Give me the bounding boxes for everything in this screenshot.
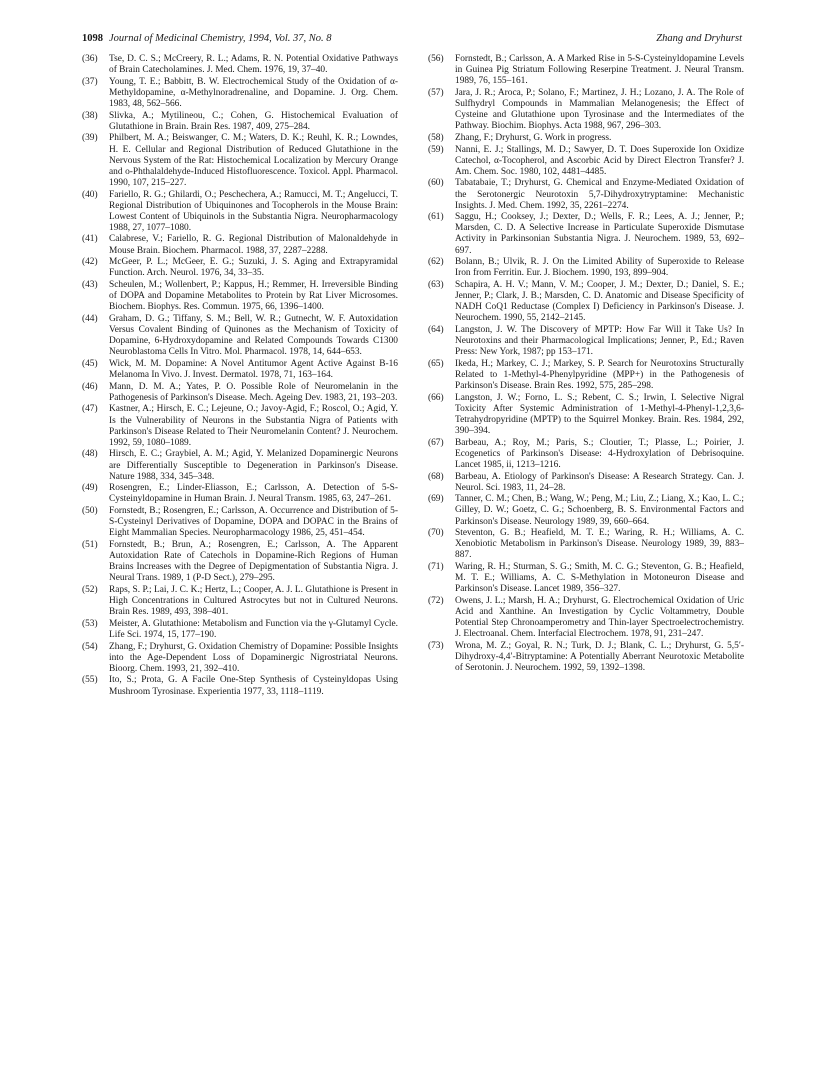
reference-item: [428, 212, 744, 256]
reference-text: McGeer, P. L.; McGeer, E. G.; Suzuki, J. S. Aging and Extrapyramidal Function. Arch. Neurol. 1976, 34, 33–35.: [109, 257, 398, 279]
reference-number: (54): [82, 641, 98, 652]
reference-number: (38): [82, 110, 98, 121]
reference-text: Scheulen, M.; Wollenbert, P.; Kappus, H.; Remmer, H. Irreversible Binding of DOPA and Dopamine Metabolites to Protein by Rat Liver Microsomes. Biochem. Biophys. Res. Commun. 1975, 66, 1396–1400.: [109, 280, 398, 313]
reference-item: [428, 133, 744, 144]
reference-text: Meister, A. Glutathione: Metabolism and Function via the γ-Glutamyl Cycle. Life Sci. 1974, 15, 177–190.: [109, 618, 398, 640]
reference-item: [428, 257, 744, 279]
reference-number: (50): [82, 506, 98, 517]
reference-number: (66): [428, 392, 444, 403]
reference-item: [428, 178, 744, 211]
reference-number: (42): [82, 257, 98, 268]
reference-number: (72): [428, 596, 444, 606]
reference-text: Mann, D. M. A.; Yates, P. O. Possible Role of Neuromelanin in the Pathogenesis of Parkinson's Disease. Mech. Ageing Dev. 1983, 21, 193–203.: [109, 381, 398, 403]
reference-number: (52): [82, 584, 98, 595]
reference-text: Zhang, F.; Dryhurst, G. Work in progress.: [455, 132, 612, 143]
reference-item: [82, 619, 398, 641]
reference-text: Kastner, A.; Hirsch, E. C.; Lejeune, O.; Javoy-Agid, F.; Roscol, O.; Agid, Y. Is the Vulnerability of Neurons in the Substantia Nigra of Patients with Parkinson's Disease Related to Their Neuromelanin Content? J. Neurochem. 1992, 59, 1080–1089.: [109, 404, 398, 448]
reference-item: [82, 483, 398, 505]
reference-number: (47): [82, 404, 98, 415]
reference-number: (49): [82, 483, 98, 494]
running-head-left: [82, 30, 332, 48]
reference-number: (48): [82, 449, 98, 460]
reference-item: [428, 528, 744, 561]
reference-item: [428, 641, 744, 674]
reference-number: (56): [428, 54, 444, 64]
reference-item: [82, 314, 398, 358]
reference-item: [82, 234, 398, 256]
reference-item: [82, 359, 398, 381]
reference-text: Slivka, A.; Mytilineou, C.; Cohen, G. Histochemical Evaluation of Glutathione in Brain. Brain Res. 1987, 409, 275–284.: [109, 110, 398, 132]
reference-item: [428, 359, 744, 392]
reference-text: Ito, S.; Prota, G. A Facile One-Step Synthesis of Cysteinyldopas Using Mushroom Tyrosinase. Experientia 1977, 33, 1118–1119.: [109, 675, 398, 697]
reference-item: [82, 506, 398, 539]
reference-number: (40): [82, 189, 98, 200]
reference-text: Tanner, C. M.; Chen, B.; Wang, W.; Peng, M.; Liu, Z.; Liang, X.; Kao, L. C.; Gilley, D. W.; Goetz, C. G.; Schoenberg, B. S. Environmental Factors and Parkinson's Disease. Neurology 1989, 39, 660–664.: [455, 494, 744, 527]
reference-text: Tse, D. C. S.; McCreery, R. L.; Adams, R. N. Potential Oxidative Pathways of Brain Catecholamines. J. Med. Chem. 1976, 19, 37–40.: [109, 54, 398, 76]
reference-item: [82, 675, 398, 697]
reference-number: (53): [82, 618, 98, 629]
reference-text: Rosengren, E.; Linder-Eliasson, E.; Carlsson, A. Detection of 5-S-Cysteinyldopamine in Human Brain. J. Neural Transm. 1985, 63, 247–261.: [109, 483, 398, 505]
reference-text: Saggu, H.; Cooksey, J.; Dexter, D.; Wells, F. R.; Lees, A. J.; Jenner, P.; Marsden, C. D. A Selective Increase in Particulate Superoxide Dismutase Activity in Parkinsonian Substantia Nigra. J. Neurochem. 1989, 53, 692–697.: [455, 212, 744, 256]
reference-text: Ikeda, H.; Markey, C. J.; Markey, S. P. Search for Neurotoxins Structurally Related to 1-Methyl-4-Phenylpyridine (MPP+) in the Pathogenesis of Parkinson's Disease. Brain Res. 1992, 575, 285–298.: [455, 358, 744, 392]
reference-number: (68): [428, 471, 444, 482]
reference-text: Graham, D. G.; Tiffany, S. M.; Bell, W. R.; Gutnecht, W. F. Autoxidation Versus Covalent Binding of Quinones as the Mechanism of Toxicity of Dopamine, 6-Hydroxydopamine and Related Compounds Towards C1300 Neuroblastoma Cells In Vitro. Mol. Pharmacol. 1978, 14, 644–653.: [109, 313, 398, 358]
reference-item: [82, 404, 398, 448]
reference-text: Barbeau, A. Etiology of Parkinson's Disease: A Research Strategy. Can. J. Neurol. Sci. 1983, 11, 24–28.: [455, 471, 744, 493]
reference-text: Steventon, G. B.; Heafield, M. T. E.; Waring, R. H.; Williams, A. C. Xenobiotic Metabolism in Parkinson's Disease. Neurology 1989, 39, 883–887.: [455, 528, 744, 561]
page-number: 1098: [82, 33, 103, 44]
reference-item: [82, 585, 398, 618]
reference-number: (36): [82, 54, 98, 64]
reference-number: (69): [428, 494, 444, 505]
reference-item: [82, 540, 398, 584]
reference-item: [428, 88, 744, 132]
reference-item: [82, 449, 398, 482]
reference-item: [428, 562, 744, 595]
reference-text: Hirsch, E. C.; Graybiel, A. M.; Agid, Y. Melanized Dopaminergic Neurons are Differentially Susceptible to Degeneration in Parkinson's Disease. Nature 1988, 334, 345–348.: [109, 449, 398, 482]
running-head-authors: Zhang and Dryhurst: [656, 33, 742, 44]
reference-number: (58): [428, 132, 444, 143]
reference-list-right-column: [428, 54, 744, 675]
reference-number: (63): [428, 280, 444, 291]
reference-item: [428, 438, 744, 471]
reference-number: (71): [428, 562, 444, 573]
reference-text: Jara, J. R.; Aroca, P.; Solano, F.; Martinez, J. H.; Lozano, J. A. The Role of Sulfhydryl Compounds in Mammalian Melanogenesis; the Effect of Cysteine and Glutathione upon Tyrosinase and the Intermediates of the Pathway. Biochim. Biophys. Acta 1988, 967, 296–303.: [455, 87, 744, 132]
journal-citation: Journal of Medicinal Chemistry, 1994, Vol. 37, No. 8: [109, 33, 332, 44]
reference-list-left-column: [82, 54, 398, 698]
reference-number: (46): [82, 381, 98, 392]
reference-number: (62): [428, 257, 444, 268]
reference-number: (67): [428, 437, 444, 448]
reference-number: (43): [82, 280, 98, 291]
reference-text: Young, T. E.; Babbitt, B. W. Electrochemical Study of the Oxidation of α-Methyldopamine, α-Methylnoradrenaline, and Dopamine. J. Org. Chem. 1983, 48, 562–566.: [109, 76, 398, 109]
reference-item: [428, 280, 744, 324]
reference-text: Waring, R. H.; Sturman, S. G.; Smith, M. C. G.; Steventon, G. B.; Heafield, M. T. E.; Williams, A. C. S-Methylation in Motoneuron Disease and Parkinson's Disease. Lancet 1989, 356–327.: [455, 562, 744, 595]
reference-text: Wrona, M. Z.; Goyal, R. N.; Turk, D. J.; Blank, C. L.; Dryhurst, G. 5,5′-Dihydroxy-4,4′-Bitryptamine: A Potentially Aberrant Neurotoxic Metabolite of Serotonin. J. Neurochem. 1992, 59, 1392–1398.: [455, 640, 744, 674]
reference-item: [82, 133, 398, 188]
reference-number: (39): [82, 133, 98, 144]
reference-item: [82, 382, 398, 404]
reference-number: (65): [428, 358, 444, 369]
reference-text: Fornstedt, B.; Brun, A.; Rosengren, E.; Carlsson, A. The Apparent Autoxidation Rate of Catechols in Dopamine-Rich Regions of Human Brains Increases with the Degree of Depigmentation of Substantia Nigra. J. Neural Trans. 1989, 1 (P-D Sect.), 279–295.: [109, 539, 398, 584]
reference-item: [82, 280, 398, 313]
reference-text: Bolann, B.; Ulvik, R. J. On the Limited Ability of Superoxide to Release Iron from Ferritin. Eur. J. Biochem. 1990, 193, 899–904.: [455, 257, 744, 279]
reference-text: Schapira, A. H. V.; Mann, V. M.; Cooper, J. M.; Dexter, D.; Daniel, S. E.; Jenner, P.; Clark, J. B.; Marsden, C. D. Anatomic and Disease Specificity of NADH CoQ1 Reductase (Complex I) Deficiency in Parkinson's Disease. J. Neurochem. 1990, 55, 2142–2145.: [455, 280, 744, 324]
reference-number: (61): [428, 212, 444, 223]
reference-item: [428, 325, 744, 358]
reference-text: Fornstedt, B.; Carlsson, A. A Marked Rise in 5-S-Cysteinyldopamine Levels in Guinea Pig Striatum Following Reserpine Treatment. J. Neural Transm. 1989, 76, 155–161.: [455, 54, 744, 87]
reference-text: Barbeau, A.; Roy, M.; Paris, S.; Cloutier, T.; Plasse, L.; Poirier, J. Ecogenetics of Parkinson's Disease: 4-Hydroxylation of Debrisoquine. Lancet 1985, ii, 1213–1216.: [455, 437, 744, 470]
reference-number: (51): [82, 539, 98, 550]
reference-item: [82, 257, 398, 279]
reference-item: [428, 54, 744, 87]
reference-number: (37): [82, 76, 98, 87]
reference-text: Langston, J. W.; Forno, L. S.; Rebent, C. S.; Irwin, I. Selective Nigral Toxicity After Systemic Administration of 1-Methyl-4-Phenyl-1,2,3,6-Tetrahydropyridine (MPTP) to the Squirrel Monkey. Brain. Res. 1984, 292, 390–394.: [455, 392, 744, 437]
reference-item: [82, 642, 398, 675]
reference-text: Zhang, F.; Dryhurst, G. Oxidation Chemistry of Dopamine: Possible Insights into the Age-Dependent Loss of Dopaminergic Nigrostriatal Neurons. Bioorg. Chem. 1993, 21, 392–410.: [109, 641, 398, 674]
reference-number: (41): [82, 234, 98, 245]
reference-text: Philbert, M. A.; Beiswanger, C. M.; Waters, D. K.; Reuhl, K. R.; Lowndes, H. E. Cellular and Regional Distribution of Reduced Glutathione in the Nervous System of the Rat: Histochemical Localization by Mercury Orange and o-Phthalaldehyde-Induced Histofluorescence. Toxicol. Appl. Pharmacol. 1990, 107, 215–227.: [109, 133, 398, 188]
reference-text: Nanni, E. J.; Stallings, M. D.; Sawyer, D. T. Does Superoxide Ion Oxidize Catechol, α-Tocopherol, and Ascorbic Acid by Direct Electron Transfer? J. Am. Chem. Soc. 1980, 102, 4481–4485.: [455, 144, 744, 177]
reference-item: [428, 472, 744, 494]
reference-number: (44): [82, 313, 98, 324]
reference-number: (45): [82, 358, 98, 369]
reference-text: Owens, J. L.; Marsh, H. A.; Dryhurst, G. Electrochemical Oxidation of Uric Acid and Xanthine. An Investigation by Cyclic Voltammetry, Double Potential Step Chronoamperometry and Thin-layer Spectroelectrochemistry. J. Electroanal. Chem. Interfacial Electrochem. 1978, 91, 231–247.: [455, 596, 744, 640]
reference-item: [82, 54, 398, 76]
reference-item: [82, 190, 398, 234]
reference-number: (70): [428, 528, 444, 539]
reference-text: Tabatabaie, T.; Dryhurst, G. Chemical and Enzyme-Mediated Oxidation of the Serotonergic Neurotoxin 5,7-Dihydroxytryptamine: Mechanistic Insights. J. Med. Chem. 1992, 35, 2261–2274.: [455, 178, 744, 211]
reference-item: [82, 77, 398, 110]
reference-number: (73): [428, 640, 444, 651]
reference-item: [428, 145, 744, 178]
reference-number: (55): [82, 675, 98, 686]
reference-item: [82, 111, 398, 133]
reference-text: Raps, S. P.; Lai, J. C. K.; Hertz, L.; Cooper, A. J. L. Glutathione is Present in High Concentrations in Cultured Astrocytes but not in Cultured Neurons. Brain Res. 1989, 493, 398–401.: [109, 584, 398, 618]
reference-number: (57): [428, 87, 444, 98]
reference-number: (60): [428, 178, 444, 189]
reference-text: Wick, M. M. Dopamine: A Novel Antitumor Agent Active Against B-16 Melanoma In Vivo. J. Invest. Dermatol. 1978, 71, 163–164.: [109, 358, 398, 380]
reference-text: Fariello, R. G.; Ghilardi, O.; Peschechera, A.; Ramucci, M. T.; Angelucci, T. Regional Distribution of Ubiquinones and Tocopherols in the Mouse Brain: Lowest Content of Ubiquinols in the Substantia Nigra. Neuropharmacology 1988, 27, 1077–1080.: [109, 189, 398, 233]
reference-text: Langston, J. W. The Discovery of MPTP: How Far Will it Take Us? In Neurotoxins and their Pharmacological Implications; Jenner, P., Ed.; Raven Press: New York, 1987; pp 153–171.: [455, 325, 744, 358]
reference-text: Fornstedt, B.; Rosengren, E.; Carlsson, A. Occurrence and Distribution of 5-S-Cysteinyl Derivatives of Dopamine, DOPA and DOPAC in the Brains of Eight Mammalian Species. Neuropharmacology 1986, 25, 451–454.: [109, 506, 398, 539]
reference-number: (64): [428, 325, 444, 335]
running-head: [82, 30, 742, 48]
reference-item: [428, 393, 744, 437]
reference-number: (59): [428, 144, 444, 155]
reference-text: Calabrese, V.; Fariello, R. G. Regional Distribution of Malonaldehyde in Mouse Brain. Biochem. Pharmacol. 1988, 37, 2287–2288.: [109, 234, 398, 256]
reference-item: [428, 596, 744, 640]
reference-item: [428, 494, 744, 527]
